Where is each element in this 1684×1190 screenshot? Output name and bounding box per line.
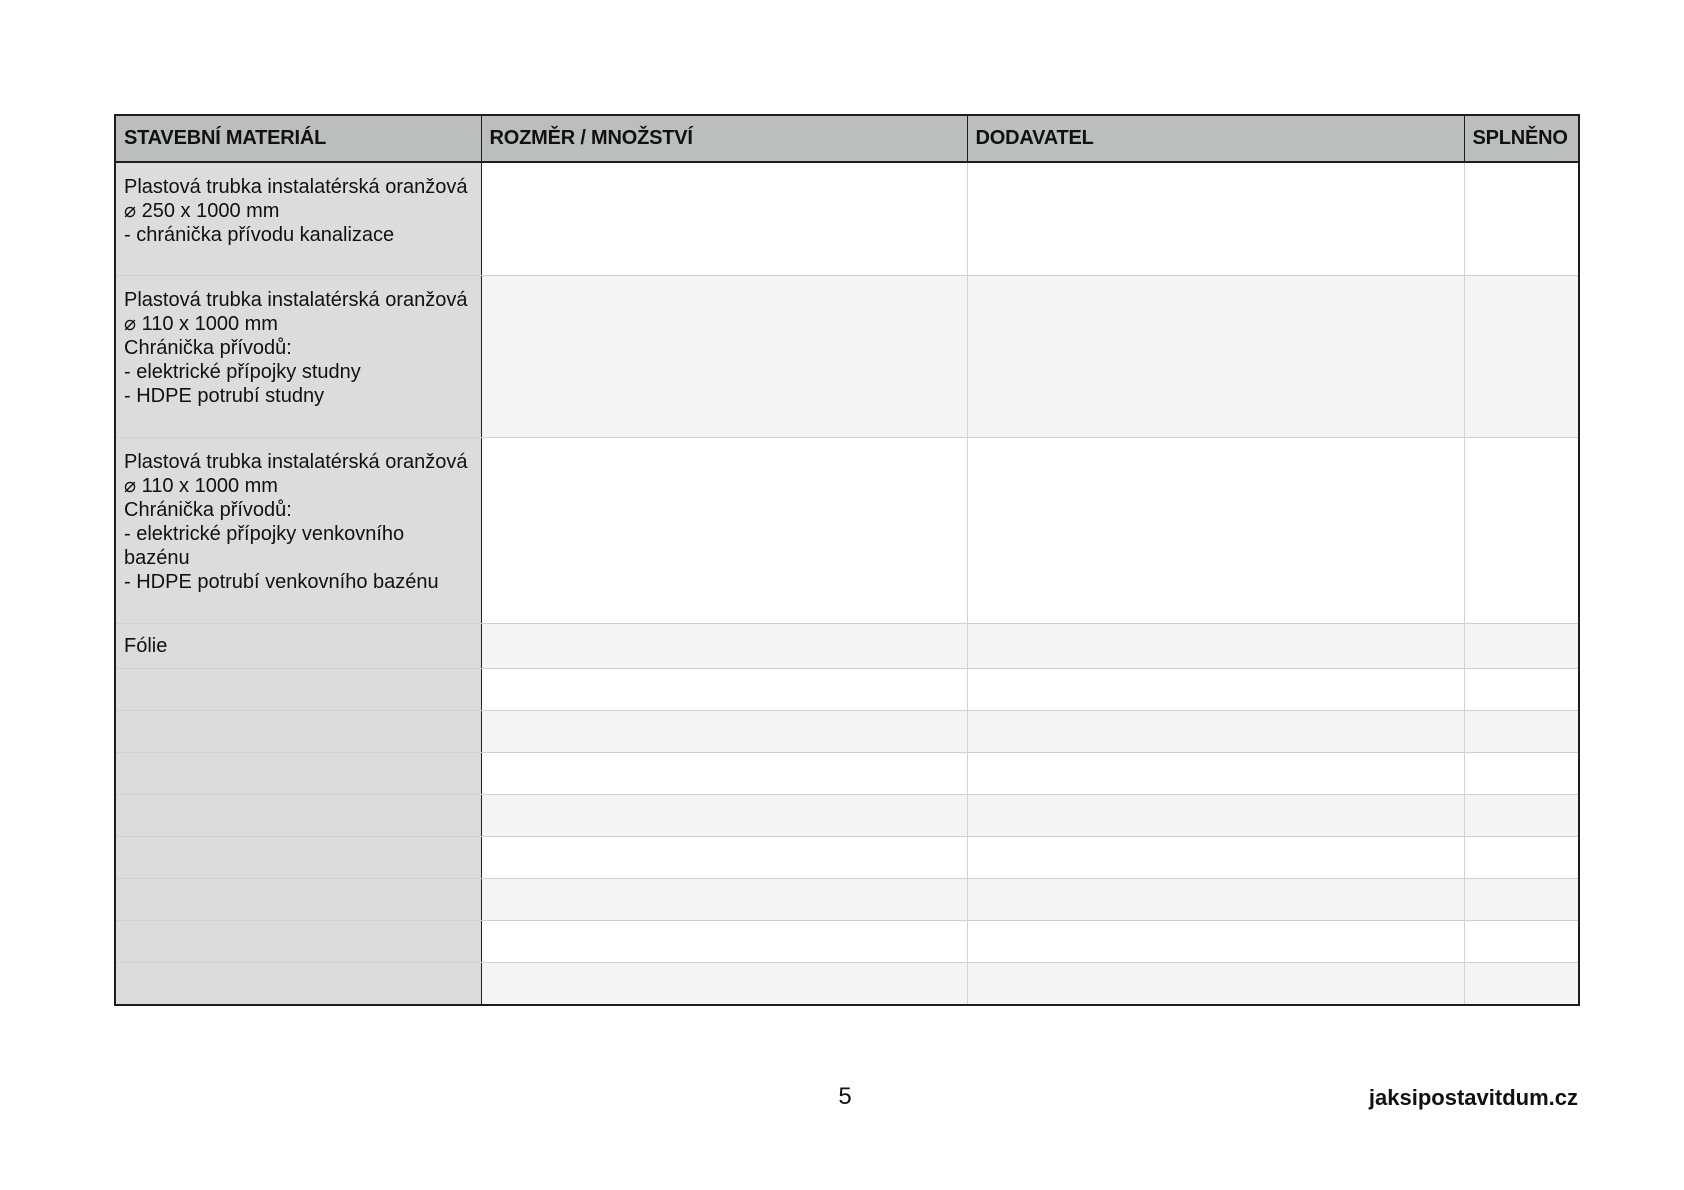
splneno-cell[interactable]	[1464, 668, 1579, 710]
rozmer-cell[interactable]	[481, 794, 967, 836]
material-cell	[115, 878, 481, 920]
dodavatel-cell[interactable]	[967, 668, 1464, 710]
table-row	[115, 752, 1579, 794]
header-rozmer-mnozstvi: ROZMĚR / MNOŽSTVÍ	[481, 115, 967, 162]
dodavatel-cell[interactable]	[967, 162, 1464, 275]
rozmer-cell[interactable]	[481, 710, 967, 752]
rozmer-cell[interactable]	[481, 275, 967, 437]
material-cell	[115, 668, 481, 710]
dodavatel-cell[interactable]	[967, 710, 1464, 752]
dodavatel-cell[interactable]	[967, 920, 1464, 962]
site-url: jaksipostavitdum.cz	[1368, 1085, 1578, 1110]
splneno-cell[interactable]	[1464, 962, 1579, 1005]
table-row	[115, 920, 1579, 962]
rozmer-cell[interactable]	[481, 920, 967, 962]
table-row	[115, 836, 1579, 878]
splneno-cell[interactable]	[1464, 275, 1579, 437]
rozmer-cell[interactable]	[481, 668, 967, 710]
dodavatel-cell[interactable]	[967, 623, 1464, 668]
table-row	[115, 962, 1579, 1005]
table-row	[115, 878, 1579, 920]
splneno-cell[interactable]	[1464, 623, 1579, 668]
dodavatel-cell[interactable]	[967, 794, 1464, 836]
material-cell	[115, 920, 481, 962]
material-cell: Plastová trubka instalatérská oranžová ⌀ 110 x 1000 mm Chránička přívodů: - elektrické přípojky studny - HDPE potrubí studny	[115, 275, 481, 437]
header-dodavatel: DODAVATEL	[967, 115, 1464, 162]
rozmer-cell[interactable]	[481, 878, 967, 920]
table-row	[115, 162, 1579, 275]
rozmer-cell[interactable]	[481, 752, 967, 794]
splneno-cell[interactable]	[1464, 437, 1579, 623]
dodavatel-cell[interactable]	[967, 752, 1464, 794]
rozmer-cell[interactable]	[481, 962, 967, 1005]
dodavatel-cell[interactable]	[967, 836, 1464, 878]
rozmer-cell[interactable]	[481, 437, 967, 623]
dodavatel-cell[interactable]	[967, 437, 1464, 623]
dodavatel-cell[interactable]	[967, 275, 1464, 437]
rozmer-cell[interactable]	[481, 162, 967, 275]
page-number: 5	[838, 1083, 852, 1110]
material-cell: Plastová trubka instalatérská oranžová ⌀ 110 x 1000 mm Chránička přívodů: - elektrické přípojky venkovního bazénu - HDPE potrubí venkovního bazénu	[115, 437, 481, 623]
splneno-cell[interactable]	[1464, 752, 1579, 794]
material-cell: Fólie	[115, 623, 481, 668]
material-cell	[115, 836, 481, 878]
table-row	[115, 275, 1579, 437]
table-header-row	[115, 115, 1579, 162]
table-row	[115, 710, 1579, 752]
table-row	[115, 668, 1579, 710]
splneno-cell[interactable]	[1464, 794, 1579, 836]
header-splneno: SPLNĚNO	[1464, 115, 1579, 162]
splneno-cell[interactable]	[1464, 836, 1579, 878]
rozmer-cell[interactable]	[481, 836, 967, 878]
material-cell	[115, 794, 481, 836]
material-cell: Plastová trubka instalatérská oranžová ⌀ 250 x 1000 mm - chránička přívodu kanalizace	[115, 162, 481, 275]
dodavatel-cell[interactable]	[967, 878, 1464, 920]
material-cell	[115, 752, 481, 794]
table-row	[115, 437, 1579, 623]
material-cell	[115, 962, 481, 1005]
dodavatel-cell[interactable]	[967, 962, 1464, 1005]
material-table	[114, 114, 1580, 1006]
material-cell	[115, 710, 481, 752]
table-row	[115, 794, 1579, 836]
splneno-cell[interactable]	[1464, 878, 1579, 920]
table-row	[115, 623, 1579, 668]
splneno-cell[interactable]	[1464, 710, 1579, 752]
splneno-cell[interactable]	[1464, 162, 1579, 275]
header-stavebni-material: STAVEBNÍ MATERIÁL	[115, 115, 481, 162]
rozmer-cell[interactable]	[481, 623, 967, 668]
splneno-cell[interactable]	[1464, 920, 1579, 962]
